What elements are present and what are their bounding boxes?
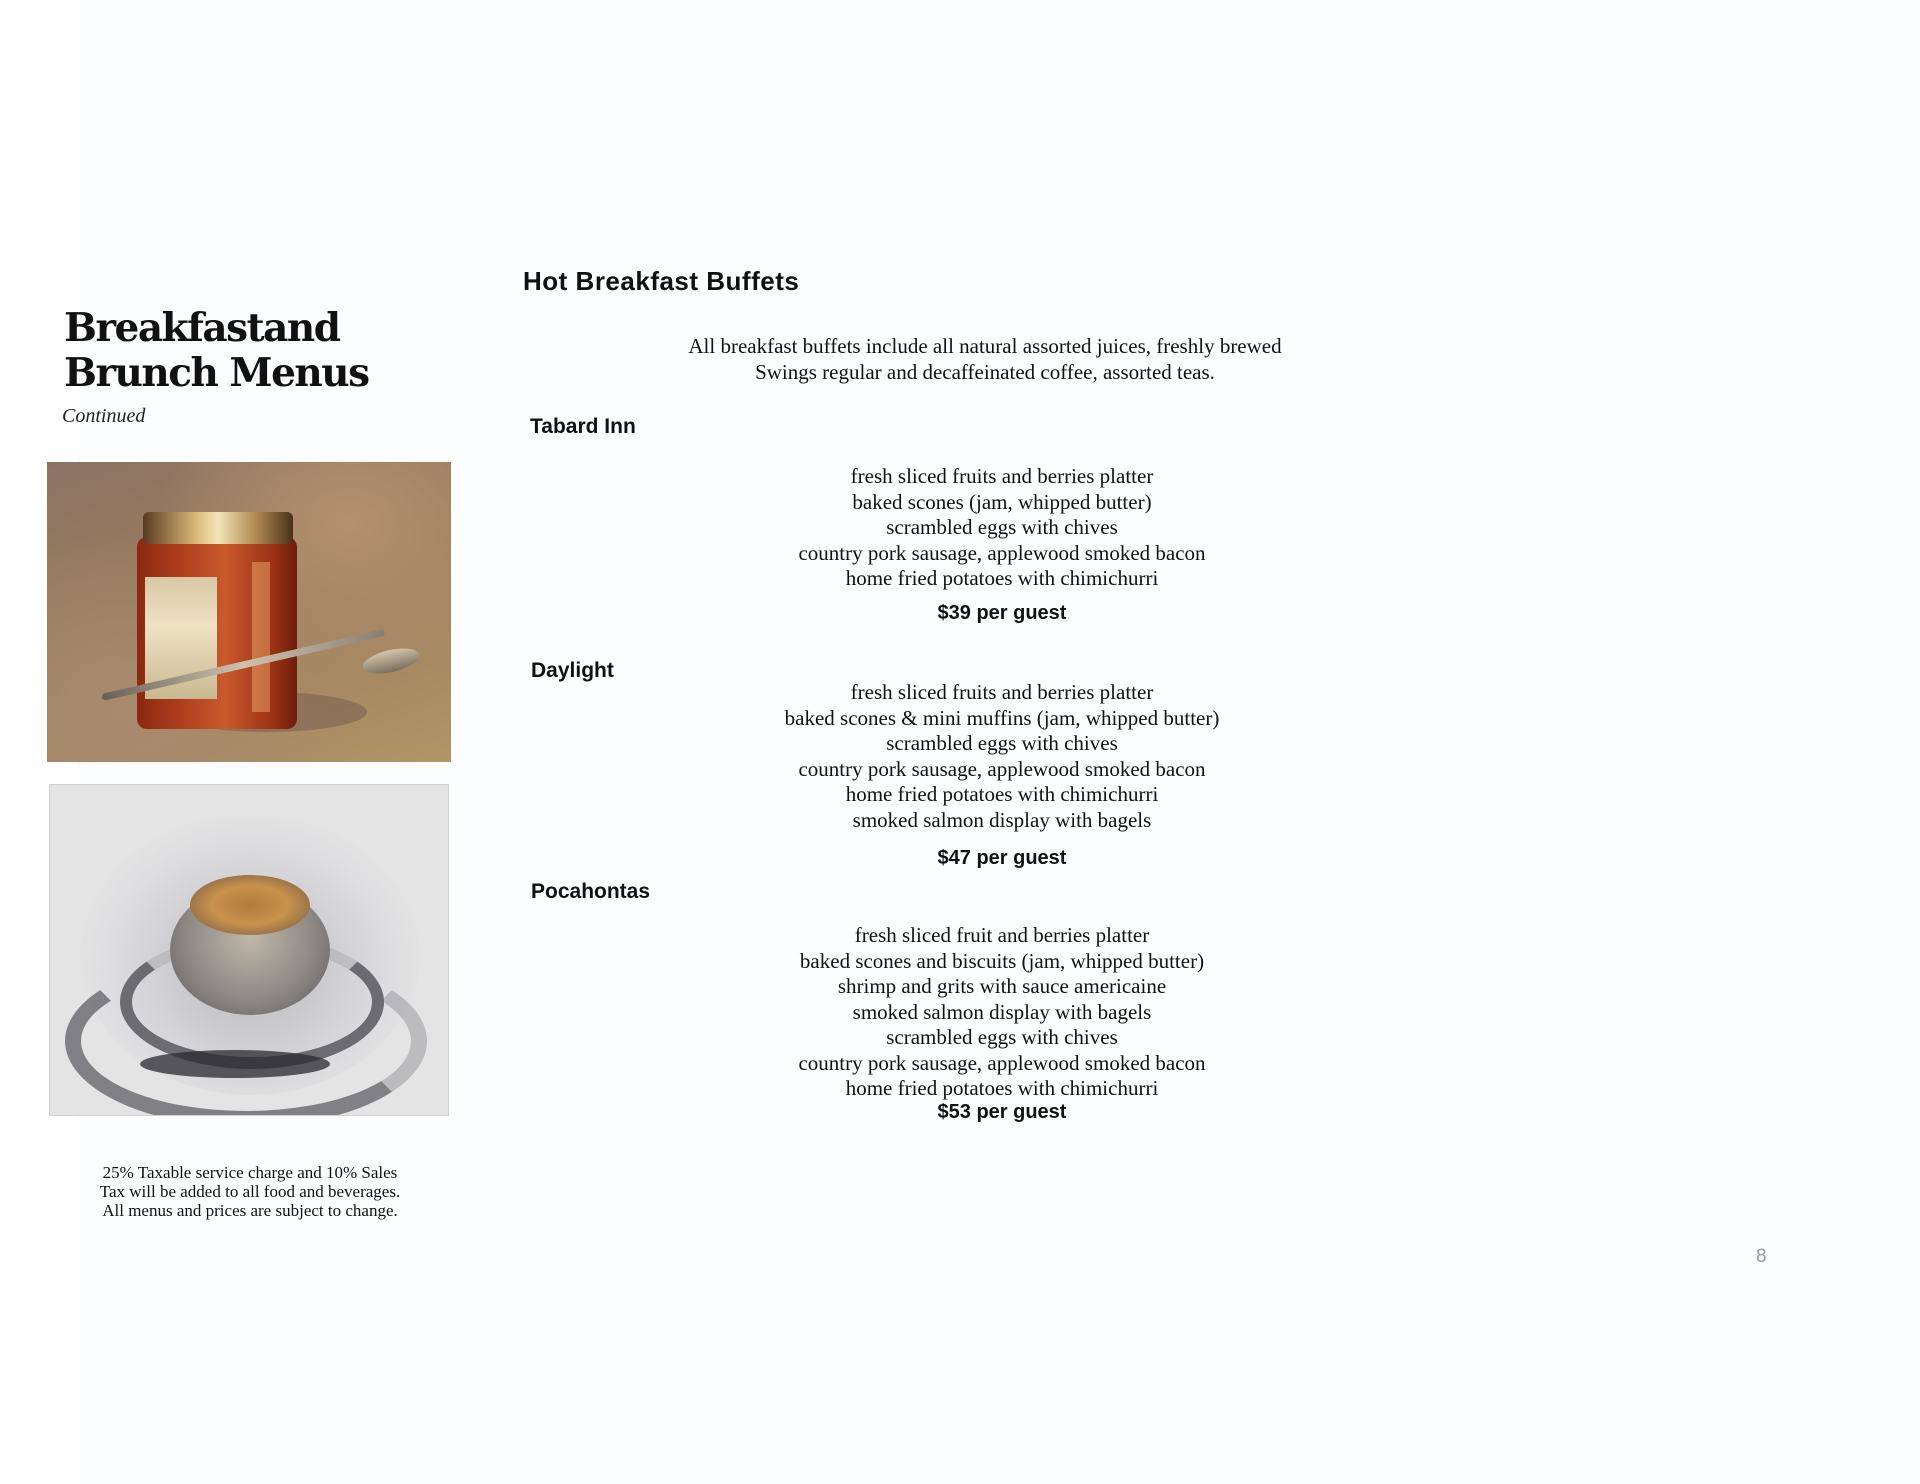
jar-highlight	[252, 562, 270, 712]
menu-item: shrimp and grits with sauce americaine	[837, 974, 1167, 998]
menu-item: scrambled eggs with chives	[886, 515, 1118, 539]
teacup-painting	[49, 784, 449, 1116]
page-number: 8	[1756, 1246, 1767, 1267]
menu-item: country pork sausage, applewood smoked bacon	[798, 756, 1206, 781]
menu-item: country pork sausage, applewood smoked bacon	[798, 540, 1206, 565]
cup-shadow	[140, 1050, 330, 1078]
buffet-title-tabard-inn: Tabard Inn	[530, 415, 636, 438]
page-heading: Hot Breakfast Buffets	[523, 266, 800, 296]
intro-line: Swings regular and decaffeinated coffee, assorted teas.	[755, 360, 1215, 384]
sidebar-subtitle: Continued	[62, 405, 146, 427]
buffet-title-pocahontas: Pocahontas	[531, 880, 651, 903]
menu-item: smoked salmon display with bagels	[852, 999, 1152, 1024]
price-tabard-inn: $39 per guest	[937, 602, 1067, 624]
buffet-items-daylight	[652, 680, 1352, 833]
menu-item: home fried potatoes with chimichurri	[845, 782, 1159, 806]
menu-item: home fried potatoes with chimichurri	[845, 566, 1159, 590]
buffet-items-pocahontas	[652, 923, 1352, 1102]
note-line: Tax will be added to all food and beverages.	[99, 1182, 401, 1201]
menu-item: scrambled eggs with chives	[886, 1025, 1118, 1049]
menu-item: country pork sausage, applewood smoked bacon	[798, 1050, 1206, 1075]
buffet-title-daylight: Daylight	[531, 659, 614, 682]
sidebar-title-line2: Brunch Menus	[64, 350, 369, 396]
menu-item: baked scones & mini muffins (jam, whipped butter)	[784, 705, 1220, 730]
intro-text	[560, 333, 1410, 385]
sidebar-title-line1: Breakfastand	[64, 305, 340, 351]
note-line: All menus and prices are subject to change.	[102, 1201, 398, 1220]
note-line: 25% Taxable service charge and 10% Sales	[102, 1163, 398, 1182]
menu-item: home fried potatoes with chimichurri	[845, 1076, 1159, 1100]
tea-surface	[190, 875, 310, 935]
price-daylight: $47 per guest	[937, 847, 1067, 869]
menu-item: fresh sliced fruits and berries platter	[850, 680, 1154, 704]
menu-item: scrambled eggs with chives	[886, 731, 1118, 755]
menu-item: fresh sliced fruits and berries platter	[850, 464, 1154, 488]
intro-line: All breakfast buffets include all natural assorted juices, freshly brewed	[688, 334, 1282, 358]
price-pocahontas: $53 per guest	[937, 1101, 1067, 1123]
jar-lid	[143, 512, 293, 544]
service-charge-note	[60, 1163, 440, 1220]
menu-item: baked scones (jam, whipped butter)	[852, 489, 1152, 514]
menu-item: smoked salmon display with bagels	[852, 807, 1152, 832]
sidebar-title	[64, 306, 369, 396]
jam-jar-painting	[47, 462, 451, 762]
spoon-bowl	[360, 644, 421, 678]
buffet-items-tabard-inn	[652, 464, 1352, 592]
menu-item: fresh sliced fruit and berries platter	[854, 923, 1150, 947]
menu-item: baked scones and biscuits (jam, whipped butter)	[799, 948, 1205, 973]
